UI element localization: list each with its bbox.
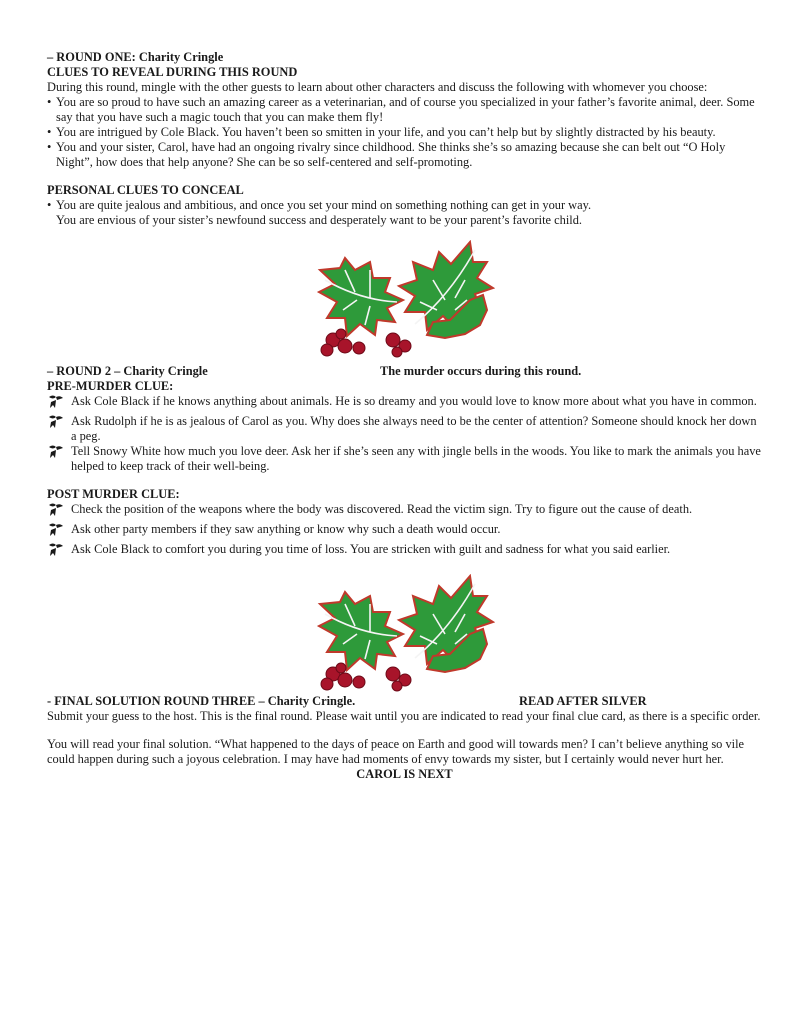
list-item: Ask Cole Black to comfort you during you time of loss. You are stricken with guilt and sadness for what you said earlier.: [47, 542, 762, 562]
list-item: Ask Cole Black if he knows anything about animals. He is so dreamy and you would love to know more about what you have in common.: [47, 394, 762, 414]
jingle-bell-icon: [47, 414, 71, 444]
bullet-icon: •: [47, 140, 52, 154]
jingle-bell-icon: [47, 394, 71, 414]
conceal-heading: PERSONAL CLUES TO CONCEAL: [47, 183, 244, 197]
jingle-bell-icon: [47, 444, 71, 474]
read-after-note: READ AFTER SILVER: [519, 694, 647, 708]
list-item: Tell Snowy White how much you love deer. Ask her if she’s seen any with jingle bells in the woods. You like to mark the animals you have helped to keep track of their well-being.: [47, 444, 762, 474]
bullet-icon: •: [47, 198, 52, 212]
list-item: • You and your sister, Carol, have had an ongoing rivalry since childhood. She thinks she’s so amazing because she can belt out “O Holy Night”, how does that help anyone? She can be so self-centered and self-promoting.: [47, 140, 726, 169]
clues-heading: CLUES TO REVEAL DURING THIS ROUND: [47, 65, 298, 79]
holly-leaves-icon: [315, 574, 495, 692]
list-item: • You are quite jealous and ambitious, and once you set your mind on something nothing can get in your way.: [47, 198, 592, 212]
final-instructions: Submit your guess to the host. This is the final round. Please wait until you are indicated to read your final clue card, as there is a specific order.: [47, 709, 761, 723]
jingle-bell-icon: [47, 522, 71, 542]
final-solution: You will read your final solution. “What happened to the days of peace on Earth and good will towards men? I can’t believe anything so vile could happen during such a joyous celebration. I may have had moments of envy towards my sister, but I certainly would never hurt her.: [47, 737, 745, 766]
jingle-bell-icon: [47, 542, 71, 562]
jingle-bell-icon: [47, 502, 71, 522]
post-murder-heading: POST MURDER CLUE:: [47, 487, 180, 501]
list-item: • You are intrigued by Cole Black. You haven’t been so smitten in your life, and you can’t help but by slightly distracted by his beauty.: [47, 125, 716, 139]
bullet-icon: •: [47, 95, 52, 109]
round-one-intro: During this round, mingle with the other guests to learn about other characters and discuss the following with whomever you choose:: [47, 80, 708, 94]
pre-murder-heading: PRE-MURDER CLUE:: [47, 379, 174, 393]
holly-leaves-icon: [315, 240, 495, 358]
round-one-title: – ROUND ONE: Charity Cringle: [47, 50, 224, 64]
final-round-title: - FINAL SOLUTION ROUND THREE – Charity Cringle.: [47, 694, 356, 708]
next-player-note: CAROL IS NEXT: [356, 767, 453, 781]
conceal-line: You are envious of your sister’s newfound success and desperately want to be your parent’s favorite child.: [56, 213, 583, 227]
list-item: Ask other party members if they saw anything or know why such a death would occur.: [47, 522, 762, 542]
list-item: Ask Rudolph if he is as jealous of Carol as you. Why does she always need to be the center of attention? Someone should knock her down a peg.: [47, 414, 762, 444]
murder-note: The murder occurs during this round.: [380, 364, 582, 378]
list-item: Check the position of the weapons where the body was discovered. Read the victim sign. Try to figure out the cause of death.: [47, 502, 762, 522]
clue-card: [47, 50, 762, 782]
list-item: • You are so proud to have such an amazing career as a veterinarian, and of course you specialized in your father’s favorite animal, deer. Some say that you have such a magic touch that you can make them fly!: [47, 95, 755, 124]
round-two-title: – ROUND 2 – Charity Cringle: [47, 364, 208, 378]
bullet-icon: •: [47, 125, 52, 139]
